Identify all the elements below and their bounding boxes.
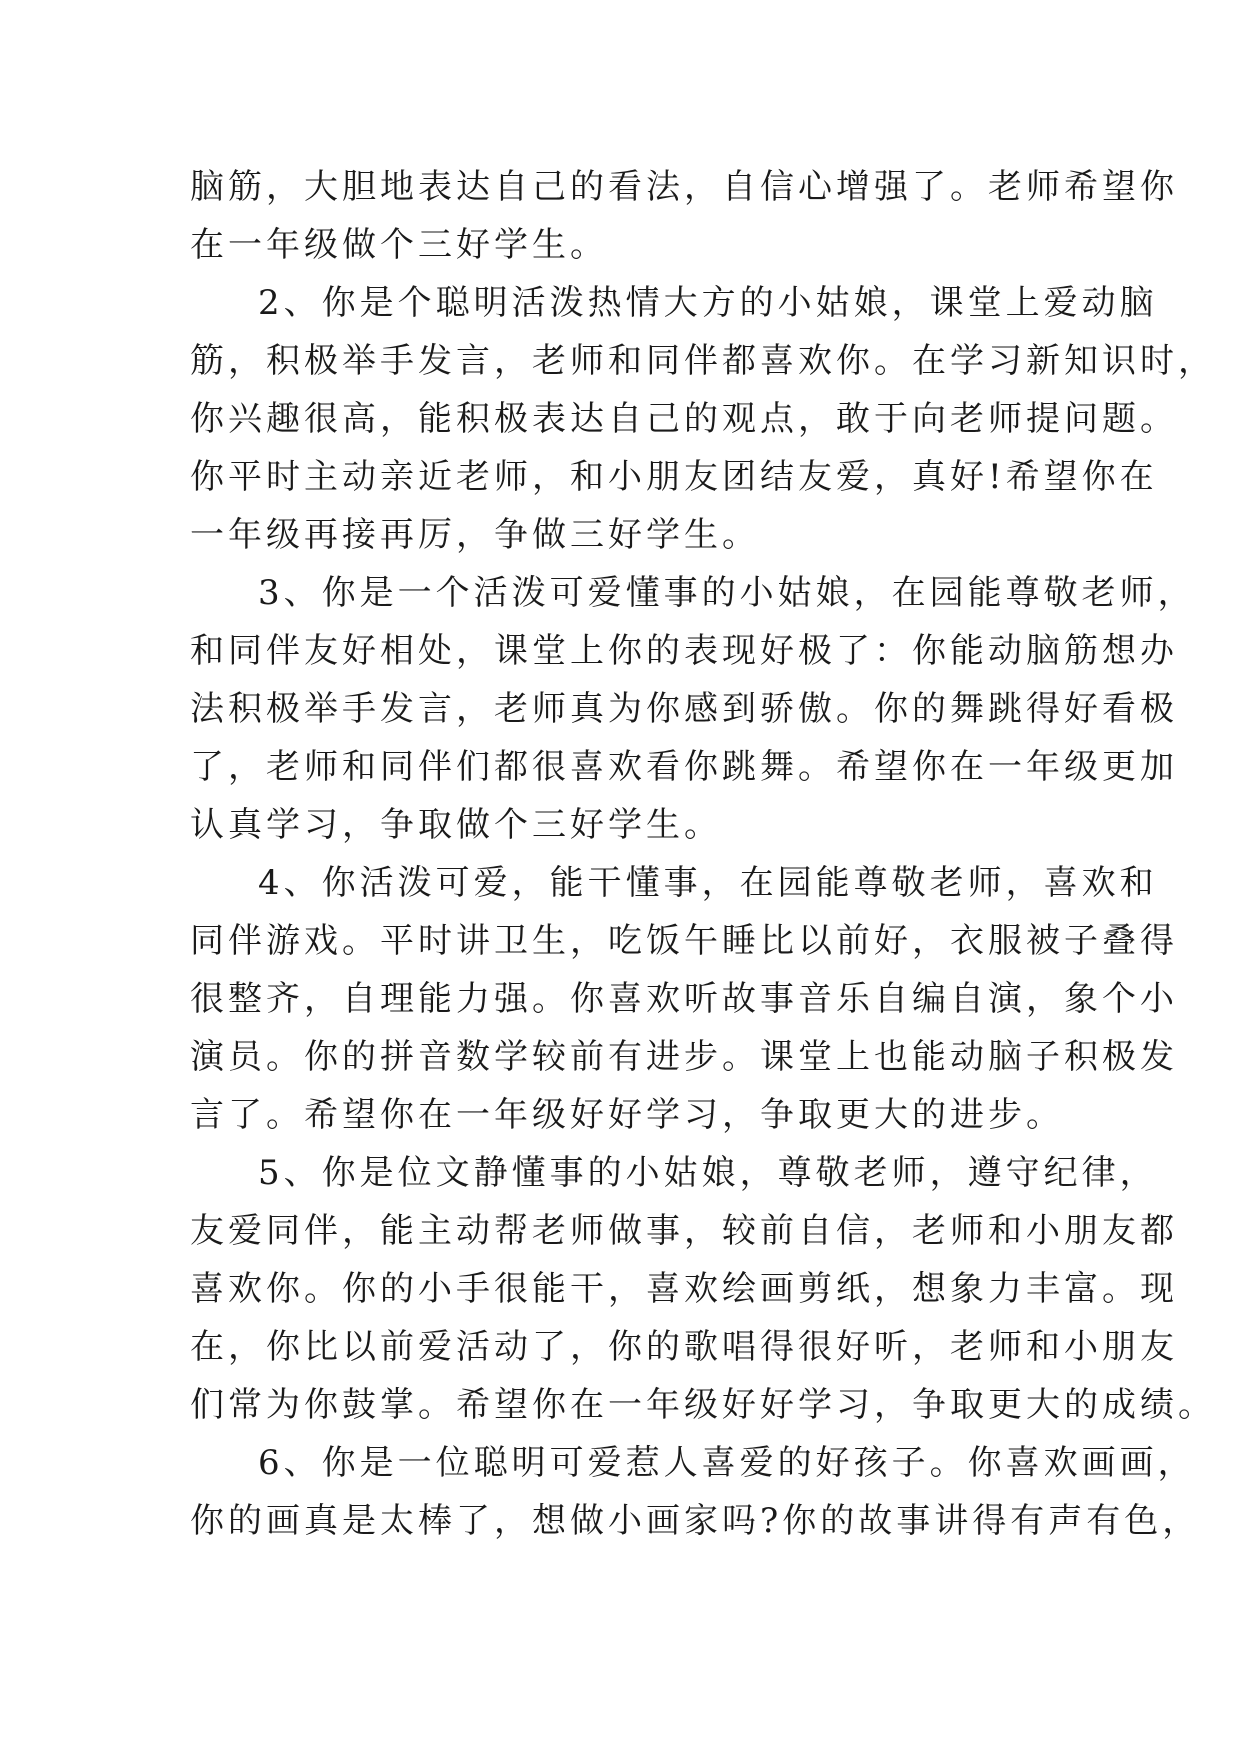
text-line: 们常为你鼓掌。希望你在一年级好好学习，争取更大的成绩。 [190, 1385, 1216, 1425]
text-line: 一年级再接再厉，争做三好学生。 [190, 515, 760, 555]
text-line: 你平时主动亲近老师，和小朋友团结友爱，真好!希望你在 [190, 457, 1158, 497]
text-line: 在一年级做个三好学生。 [190, 225, 608, 265]
document-body-text [190, 158, 1216, 1550]
paragraph-start-line: 2、你是个聪明活泼热情大方的小姑娘，课堂上爱动脑 [258, 283, 1158, 323]
paragraph-start-line: 3、你是一个活泼可爱懂事的小姑娘，在园能尊敬老师， [258, 573, 1196, 613]
text-line: 了，老师和同伴们都很喜欢看你跳舞。希望你在一年级更加 [190, 747, 1178, 787]
text-line: 同伴游戏。平时讲卫生，吃饭午睡比以前好，衣服被子叠得 [190, 921, 1178, 961]
text-line: 筋，积极举手发言，老师和同伴都喜欢你。在学习新知识时， [190, 341, 1216, 381]
text-line: 演员。你的拼音数学较前有进步。课堂上也能动脑子积极发 [190, 1037, 1178, 1077]
text-line: 脑筋，大胆地表达自己的看法，自信心增强了。老师希望你 [190, 167, 1178, 207]
text-line: 很整齐，自理能力强。你喜欢听故事音乐自编自演，象个小 [190, 979, 1178, 1019]
text-line: 你的画真是太棒了，想做小画家吗?你的故事讲得有声有色， [190, 1501, 1201, 1541]
text-line: 友爱同伴，能主动帮老师做事，较前自信，老师和小朋友都 [190, 1211, 1178, 1251]
paragraph-start-line: 4、你活泼可爱，能干懂事，在园能尊敬老师，喜欢和 [258, 863, 1158, 903]
text-line: 喜欢你。你的小手很能干，喜欢绘画剪纸，想象力丰富。现 [190, 1269, 1178, 1309]
text-line: 和同伴友好相处，课堂上你的表现好极了：你能动脑筋想办 [190, 631, 1178, 671]
text-line: 你兴趣很高，能积极表达自己的观点，敢于向老师提问题。 [190, 399, 1178, 439]
paragraph-start-line: 5、你是位文静懂事的小姑娘，尊敬老师，遵守纪律， [258, 1153, 1158, 1193]
text-line: 言了。希望你在一年级好好学习，争取更大的进步。 [190, 1095, 1064, 1135]
paragraph-start-line: 6、你是一位聪明可爱惹人喜爱的好孩子。你喜欢画画， [258, 1443, 1196, 1483]
text-line: 认真学习，争取做个三好学生。 [190, 805, 722, 845]
text-line: 在，你比以前爱活动了，你的歌唱得很好听，老师和小朋友 [190, 1327, 1178, 1367]
text-line: 法积极举手发言，老师真为你感到骄傲。你的舞跳得好看极 [190, 689, 1178, 729]
